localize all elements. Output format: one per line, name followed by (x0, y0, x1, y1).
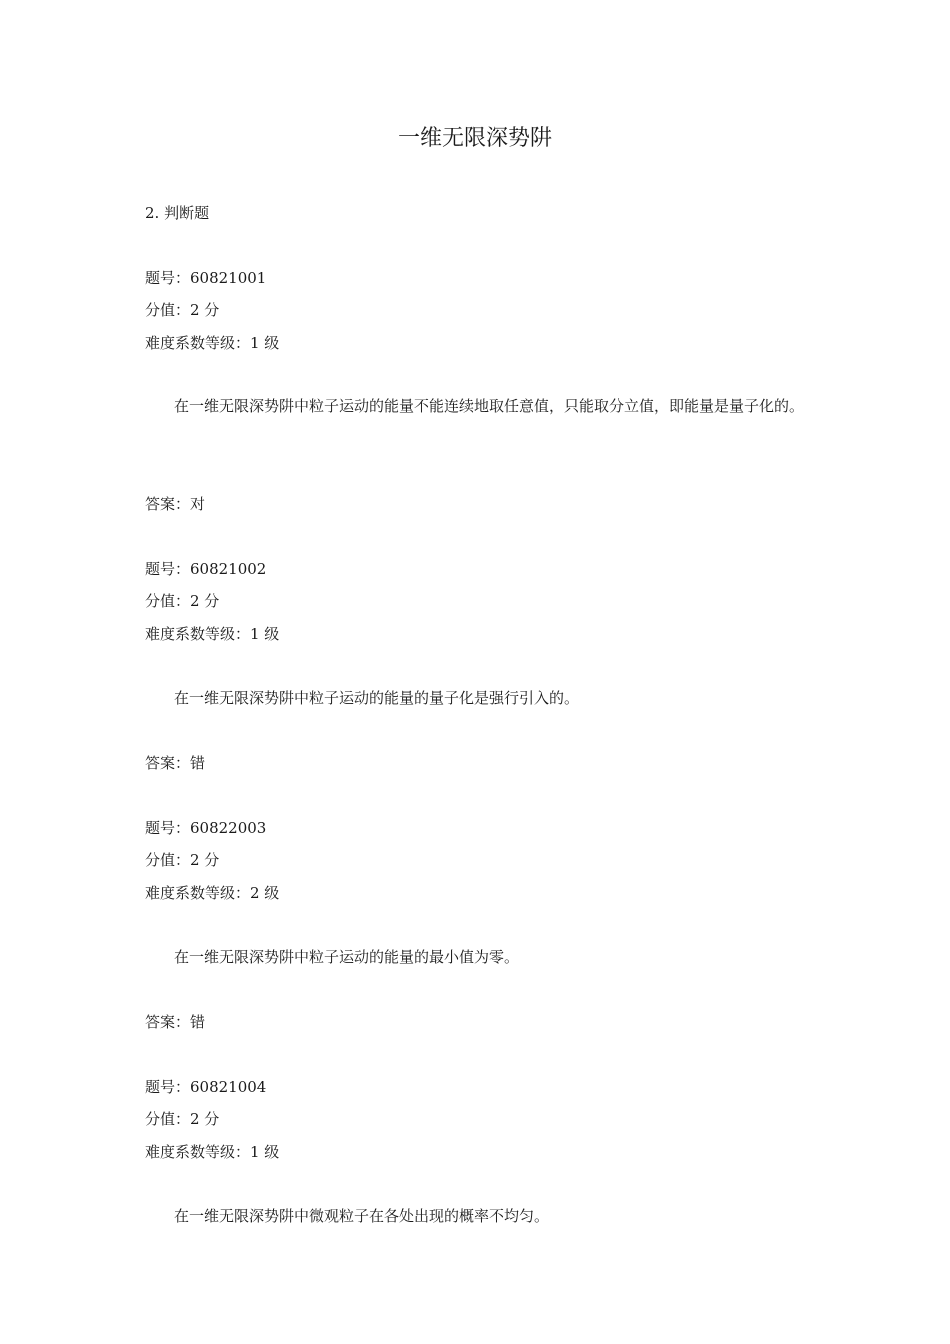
question-2-answer: 答案：错 (145, 754, 206, 772)
question-4-score: 分值：2 分 (145, 1110, 220, 1128)
question-2-score: 分值：2 分 (145, 592, 220, 610)
question-3-difficulty: 难度系数等级：2 级 (145, 884, 280, 902)
question-1-answer: 答案：对 (145, 495, 206, 513)
question-4-difficulty: 难度系数等级：1 级 (145, 1143, 280, 1161)
question-4-statement: 在一维无限深势阱中微观粒子在各处出现的概率不均匀。 (174, 1207, 550, 1225)
section-heading: 2. 判断题 (145, 204, 210, 222)
question-1-statement: 在一维无限深势阱中粒子运动的能量不能连续地取任意值，只能取分立值，即能量是量子化的。 (174, 397, 805, 415)
question-2-id: 题号：60821002 (145, 560, 267, 578)
question-4-id: 题号：60821004 (145, 1078, 267, 1096)
question-3-answer: 答案：错 (145, 1013, 206, 1031)
question-2-difficulty: 难度系数等级：1 级 (145, 625, 280, 643)
question-1-score: 分值：2 分 (145, 301, 220, 319)
question-2-statement: 在一维无限深势阱中粒子运动的能量的量子化是强行引入的。 (174, 689, 580, 707)
question-3-statement: 在一维无限深势阱中粒子运动的能量的最小值为零。 (174, 948, 520, 966)
question-3-score: 分值：2 分 (145, 851, 220, 869)
page-title: 一维无限深势阱 (397, 126, 552, 151)
question-3-id: 题号：60822003 (145, 819, 267, 837)
question-1-id: 题号：60821001 (145, 269, 267, 287)
question-1-difficulty: 难度系数等级：1 级 (145, 334, 280, 352)
